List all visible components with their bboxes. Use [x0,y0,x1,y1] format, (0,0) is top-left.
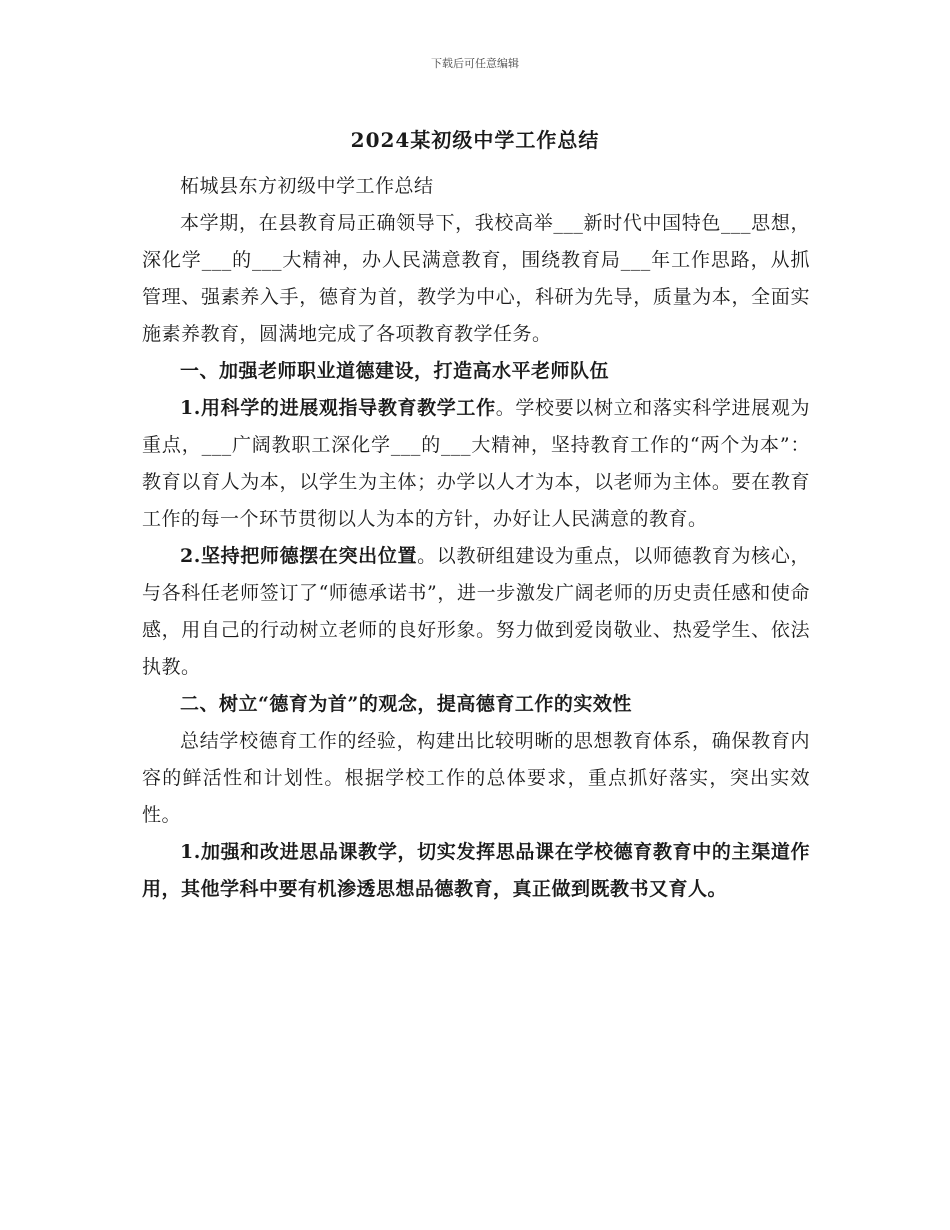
item-2-1: 1.加强和改进思品课教学，切实发挥思品课在学校德育教育中的主渠道作用，其他学科中要有机渗透思想品德教育，真正做到既教书又育人。 [142,841,810,900]
item-1-1 [142,390,810,538]
item-1-2-title: 2.坚持把师德摆在突出位置 [180,545,418,567]
intro-paragraph: 本学期，在县教育局正确领导下，我校高举___新时代中国特色___思想，深化学___的___大精神，办人民满意教育，围绕教育局___年工作思路，从抓管理、强素养入手，德育为首，教学为中心，科研为先导，质量为本，全面实施素养教育，圆满地完成了各项教育教学任务。 [142,212,810,345]
header-note: 下载后可任意编辑 [431,57,519,70]
item-1-1-text: 。学校要以树立和落实科学进展观为重点，___广阔教职工深化学___的___大精神，坚持教育工作的“两个为本”：教育以育人为本，以学生为主体；办学以人才为本，以老师为主体。要在教育工作的每一个环节贯彻以人为本的方针，办好让人民满意的教育。 [142,397,810,530]
moral-paragraph: 总结学校德育工作的经验，构建出比较明晰的思想教育体系，确保教育内容的鲜活性和计划性。根据学校工作的总体要求，重点抓好落实，突出实效性。 [142,730,810,826]
section-heading-1: 一、加强老师职业道德建设，打造高水平老师队伍 [180,360,610,382]
document-body [142,168,810,908]
item-1-2 [142,538,810,686]
section-heading-2: 二、树立“德育为首”的观念，提高德育工作的实效性 [180,693,632,715]
document-title: 2024某初级中学工作总结 [350,128,600,152]
item-1-1-title: 1.用科学的进展观指导教育教学工作 [180,397,496,419]
item-1-2-text: 。以教研组建设为重点，以师德教育为核心，与各科任老师签订了“师德承诺书”，进一步激发广阔老师的历史责任感和使命感，用自己的行动树立老师的良好形象。努力做到爱岗敬业、热爱学生、依法执教。 [142,545,810,678]
subtitle: 柘城县东方初级中学工作总结 [180,175,434,197]
